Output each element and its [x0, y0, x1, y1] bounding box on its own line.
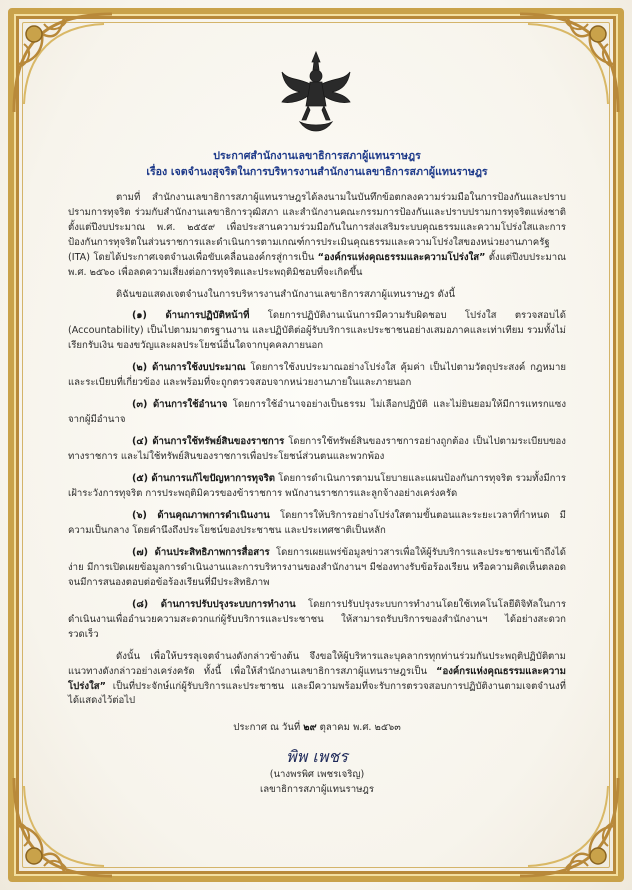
list-item-heading: (๑) ด้านการปฏิบัติหน้าที่ — [132, 310, 250, 322]
list-item-heading: (๒) ด้านการใช้งบประมาณ — [132, 362, 246, 374]
document-subject: เรื่อง เจตจำนงสุจริตในการบริหารงานสำนักงานเลขาธิการสภาผู้แทนราษฎร — [146, 166, 488, 179]
list-item — [68, 361, 566, 391]
list-item-text: โดยการใช้ทรัพย์สินของราชการอย่างถูกต้อง เป็นไปตามระเบียบของทางราชการ และไม่ใช้ทรัพย์สินของราชการเพื่อประโยชน์ส่วนตนและพวกพ้อง — [68, 436, 566, 463]
garuda-emblem-icon — [280, 50, 352, 136]
intro-paragraph — [68, 191, 566, 281]
closing-text-2: เป็นที่ประจักษ์แก่ผู้รับบริการและประชาชน และมีความพร้อมที่จะรับการตรวจสอบการปฏิบัติงานตามเจตจำนงที่ได้แสดงไว้ต่อไป — [68, 680, 566, 707]
svg-text:พิพ เพชร: พิพ เพชร — [286, 747, 348, 767]
list-item-text: โดยการให้บริการอย่างโปร่งใสตามขั้นตอนและระยะเวลาที่กำหนด มีความเป็นกลาง โดยคำนึงถึงประโยชน์ของประชาชน และประเทศชาติเป็นหลัก — [68, 509, 566, 536]
list-item — [68, 309, 566, 354]
list-item-text: โดยการปฏิบัติงานเน้นการมีความรับผิดชอบ โปร่งใส ตรวจสอบได้ (Accountability) เป็นไปตามมาตรฐานงาน และปฏิบัติต่อผู้รับบริการและประชาชนอย่างเสมอภาคและเท่าเทียม รวมทั้งไม่เรียกรับเงิน ของขวัญและผลประโยชน์อื่นใดจากบุคคลภายนอก — [68, 310, 566, 352]
closing-text-1: ดังนั้น เพื่อให้บรรลุเจตจำนงดังกล่าวข้างต้น จึงขอให้ผู้บริหารและบุคลากรทุกท่านร่วมกันประพฤติปฏิบัติตามแนวทางดังกล่าวอย่างเคร่งครัด ทั้งนี้ เพื่อให้สำนักงานเลขาธิการสภาผู้แทนราษฎรเป็น — [68, 650, 566, 677]
list-item-text: โดยการใช้งบประมาณอย่างโปร่งใส คุ้มค่า เป็นไปตามวัตถุประสงค์ กฎหมายและระเบียบที่เกี่ยวข้อง และพร้อมที่จะถูกตรวจสอบจากหน่วยงานภายในและภายนอก — [68, 362, 566, 389]
list-item-heading: (๖) ด้านคุณภาพการดำเนินงาน — [132, 509, 270, 521]
list-item-text: โดยการใช้อำนาจอย่างเป็นธรรม ไม่เลือกปฏิบัติ และไม่ยินยอมให้มีการแทรกแซงจากผู้มีอำนาจ — [68, 399, 567, 426]
list-item-text: โดยการเผยแพร่ข้อมูลข่าวสารเพื่อให้ผู้รับบริการและประชาชนเข้าถึงได้ง่าย มีการเปิดเผยข้อมูลการดำเนินงานและการบริหารงานของสำนักงานฯ มีช่องทางรับข้อร้องเรียน หรือความคิดเห็นตลอดจนมีการสนองตอบต่อข้อร้องเรียนที่มีประสิทธิภาพ — [68, 546, 566, 588]
signer-position: เลขาธิการสภาผู้แทนราษฎร — [259, 784, 375, 796]
closing-paragraph — [68, 650, 566, 710]
lead-paragraph: ดิฉันขอแสดงเจตจำนงในการบริหารงานสำนักงานเลขาธิการสภาผู้แทนราษฎร ดังนี้ — [116, 288, 456, 300]
list-item — [68, 509, 566, 539]
list-item-text: โดยการปรับปรุงระบบการทำงานโดยใช้เทคโนโลยีดิจิทัลในการดำเนินงานเพื่ออำนวยความสะดวกแก่ผู้รับบริการและประชาชน ให้สามารถรับบริการของสำนักงานฯ ได้อย่างสะดวก รวดเร็ว — [68, 598, 566, 640]
list-item — [68, 598, 566, 643]
intro-text-2: ตั้งแต่ปีงบประมาณ พ.ศ. ๒๕๖๐ เพื่อลดความเสี่ยงต่อการทุจริตและประพฤติมิชอบที่จะเกิดขึ้น — [68, 251, 566, 278]
intro-highlight: “องค์กรแห่งคุณธรรมและความโปร่งใส” — [317, 251, 486, 263]
intro-text-1: ตามที่ สำนักงานเลขาธิการสภาผู้แทนราษฎรได้ลงนามในบันทึกข้อตกลงความร่วมมือในการป้องกันและปราบปรามการทุจริต ร่วมกับสำนักงานเลขาธิการวุฒิสภา และสำนักงานคณะกรรมการป้องกันและปราบปรามการทุจริตแห่งชาติ ตั้งแต่ปีงบประมาณ พ.ศ. ๒๕๕๙ เพื่อประสานความร่วมมือกันในการส่งเสริมระบบคุณธรรมและความโปร่งใสและการป้องกันการทุจริตในส่วนราชการและดำเนินการตามเกณฑ์การประเมินคุณธรรมและความโปร่งใสของหน่วยงานภาครัฐ (ITA) โดยได้ประกาศเจตจำนงเพื่อขับเคลื่อนองค์กรสู่การเป็น — [68, 191, 566, 263]
list-item-heading: (๘) ด้านการปรับปรุงระบบการทำงาน — [132, 598, 296, 610]
announce-date — [68, 721, 566, 736]
list-item — [68, 398, 566, 428]
document-body — [68, 148, 566, 798]
announce-month-year: ตุลาคม พ.ศ. ๒๕๖๓ — [319, 722, 401, 734]
signer-name: (นางพรพิศ เพชรเจริญ) — [269, 769, 365, 781]
closing-highlight: “องค์กรแห่งคุณธรรมและความโปร่งใส” — [68, 665, 566, 692]
list-item-text: โดยการดำเนินการตามนโยบายและแผนป้องกันการทุจริต รวมทั้งมีการเฝ้าระวังการทุจริต การประพฤติมิควรของข้าราชการ พนักงานราชการและลูกจ้างอย่างเคร่งครัด — [68, 473, 566, 500]
corner-ornament-icon — [4, 4, 122, 122]
list-item — [68, 472, 566, 502]
announce-day: ๒๙ — [303, 722, 317, 734]
list-item-heading: (๕) ด้านการแก้ไขปัญหาการทุจริต — [132, 473, 275, 485]
list-item-heading: (๔) ด้านการใช้ทรัพย์สินของราชการ — [132, 436, 285, 448]
signature-icon — [262, 742, 372, 768]
announce-label: ประกาศ ณ วันที่ — [233, 722, 301, 734]
list-item — [68, 546, 566, 591]
list-item-heading: (๓) ด้านการใช้อำนาจ — [132, 399, 228, 411]
document-title: ประกาศสำนักงานเลขาธิการสภาผู้แทนราษฎร — [213, 150, 421, 162]
list-item — [68, 435, 566, 465]
corner-ornament-icon — [510, 4, 628, 122]
list-item-heading: (๗) ด้านประสิทธิภาพการสื่อสาร — [132, 546, 270, 558]
